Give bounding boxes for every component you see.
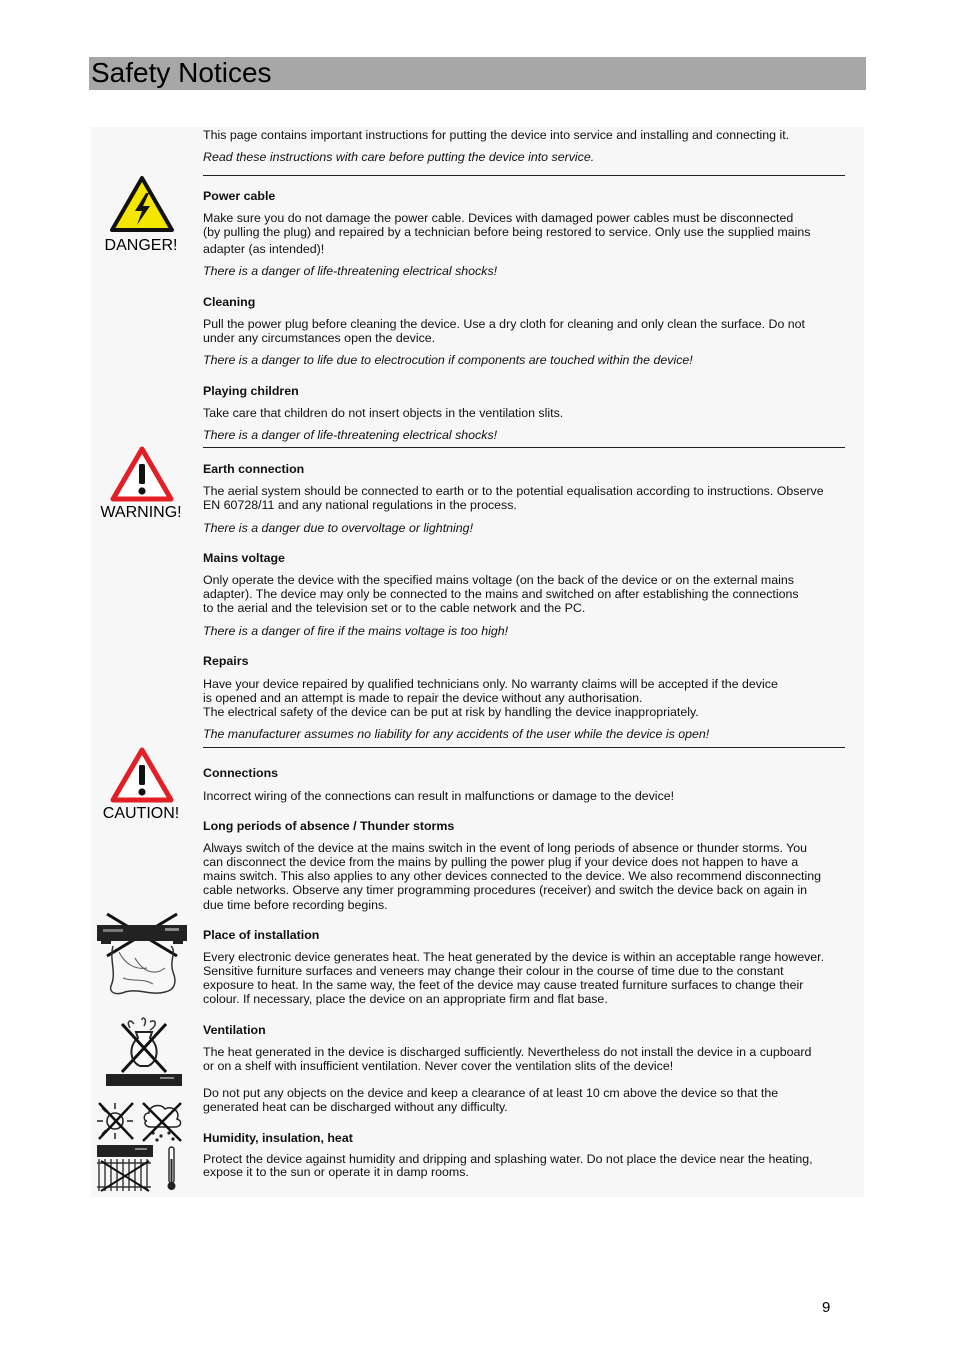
section-heading: Earth connection [203, 462, 305, 476]
warning-note: There is a danger of fire if the mains voltage is too high! [203, 624, 509, 638]
body-text: The aerial system should be connected to earth or to the potential equalisation according to instructions. Observe [203, 484, 824, 498]
warning-note: There is a danger due to overvoltage or lightning! [203, 521, 474, 535]
intro-note: Read these instructions with care before putting the device into service. [203, 150, 595, 164]
body-text: (by pulling the plug) and repaired by a technician before being restored to service. Only use the supplied mains [203, 225, 811, 239]
warning-triangle-icon [110, 446, 174, 502]
warning-note: There is a danger to life due to electrocution if components are touched within the device! [203, 353, 693, 367]
page-number: 9 [822, 1299, 831, 1316]
body-text: The heat generated in the device is discharged sufficiently. Nevertheless do not install the device in a cupboard [203, 1045, 812, 1059]
warning-label: WARNING! [100, 504, 182, 521]
no-objects-on-device-icon [104, 1016, 184, 1090]
body-text: to the aerial and the television set or to the cable network and the PC. [203, 601, 586, 615]
body-text: is opened and an attempt is made to repair the device without any authorisation. [203, 691, 643, 705]
body-text: The electrical safety of the device can be put at risk by handling the device inappropriately. [203, 705, 699, 719]
no-soft-surface-icon [95, 912, 189, 998]
body-text: Sensitive furniture surfaces and veneers may change their colour in the course of time due to the constant [203, 964, 784, 978]
body-text: Incorrect wiring of the connections can result in malfunctions or damage to the device! [203, 789, 675, 803]
body-text: or on a shelf with insufficient ventilation. Never cover the ventilation slits of the device! [203, 1059, 674, 1073]
body-text: due time before recording begins. [203, 898, 388, 912]
section-heading: Long periods of absence / Thunder storms [203, 819, 455, 833]
body-text: adapter (as intended)! [203, 242, 325, 256]
body-text: Always switch of the device at the mains switch in the event of long periods of absence or thunder storms. You [203, 841, 808, 855]
section-heading: Mains voltage [203, 551, 285, 565]
body-text: Only operate the device with the specified mains voltage (on the back of the device or on the external mains [203, 573, 794, 587]
section-heading: Playing children [203, 384, 299, 398]
body-text: Do not put any objects on the device and keep a clearance of at least 10 cm above the device so that the [203, 1086, 779, 1100]
body-text: under any circumstances open the device. [203, 331, 436, 345]
body-text: Protect the device against humidity and dripping and splashing water. Do not place the device near the heating, [203, 1152, 813, 1166]
divider [203, 447, 845, 448]
body-text: cable networks. Observe any timer programming procedures (receiver) and switch the device back on again in [203, 883, 807, 897]
caution-label: CAUTION! [102, 805, 180, 822]
danger-label: DANGER! [104, 237, 178, 254]
body-text: mains switch. This also applies to any other devices connected to the device. We also recommend disconnecting [203, 869, 822, 883]
body-text: generated heat can be discharged without any difficulty. [203, 1100, 508, 1114]
section-heading: Repairs [203, 654, 249, 668]
section-heading: Power cable [203, 189, 276, 203]
page-title-bar [89, 57, 866, 90]
body-text: colour. If necessary, place the device on an appropriate firm and flat base. [203, 992, 608, 1006]
warning-note: There is a danger of life-threatening electrical shocks! [203, 264, 498, 278]
section-heading: Ventilation [203, 1023, 266, 1037]
caution-triangle-icon [110, 747, 174, 803]
body-text: Take care that children do not insert objects in the ventilation slits. [203, 406, 564, 420]
body-text: expose it to the sun or operate it in damp rooms. [203, 1165, 469, 1179]
section-heading: Place of installation [203, 928, 320, 942]
divider [203, 747, 845, 748]
divider [203, 175, 845, 176]
body-text: EN 60728/11 and any national regulations in the process. [203, 498, 517, 512]
body-text: can disconnect the device from the mains by pulling the power plug if your device does not happen to have a [203, 855, 799, 869]
body-text: Every electronic device generates heat. The heat generated by the device is within an acceptable range however. [203, 950, 825, 964]
body-text: adapter). The device may only be connected to the mains and switched on after establishing the connections [203, 587, 799, 601]
warning-note: The manufacturer assumes no liability for any accidents of the user while the device is open! [203, 727, 710, 741]
body-text: exposure to heat. In the same way, the feet of the device may cause treated furniture surfaces to change their [203, 978, 804, 992]
intro-text: This page contains important instructions for putting the device into service and installing and connecting it. [203, 128, 790, 142]
section-heading: Cleaning [203, 295, 256, 309]
body-text: Pull the power plug before cleaning the device. Use a dry cloth for cleaning and only clean the surface. Do not [203, 317, 805, 331]
high-voltage-warning-icon [109, 175, 175, 233]
section-heading: Connections [203, 766, 279, 780]
body-text: Make sure you do not damage the power cable. Devices with damaged power cables must be disconnected [203, 211, 794, 225]
page-title: Safety Notices [91, 57, 272, 88]
body-text: Have your device repaired by qualified technicians only. No warranty claims will be accepted if the device [203, 677, 778, 691]
warning-note: There is a danger of life-threatening electrical shocks! [203, 428, 498, 442]
section-heading: Humidity, insulation, heat [203, 1131, 353, 1145]
no-sun-rain-heat-icon [95, 1099, 187, 1193]
